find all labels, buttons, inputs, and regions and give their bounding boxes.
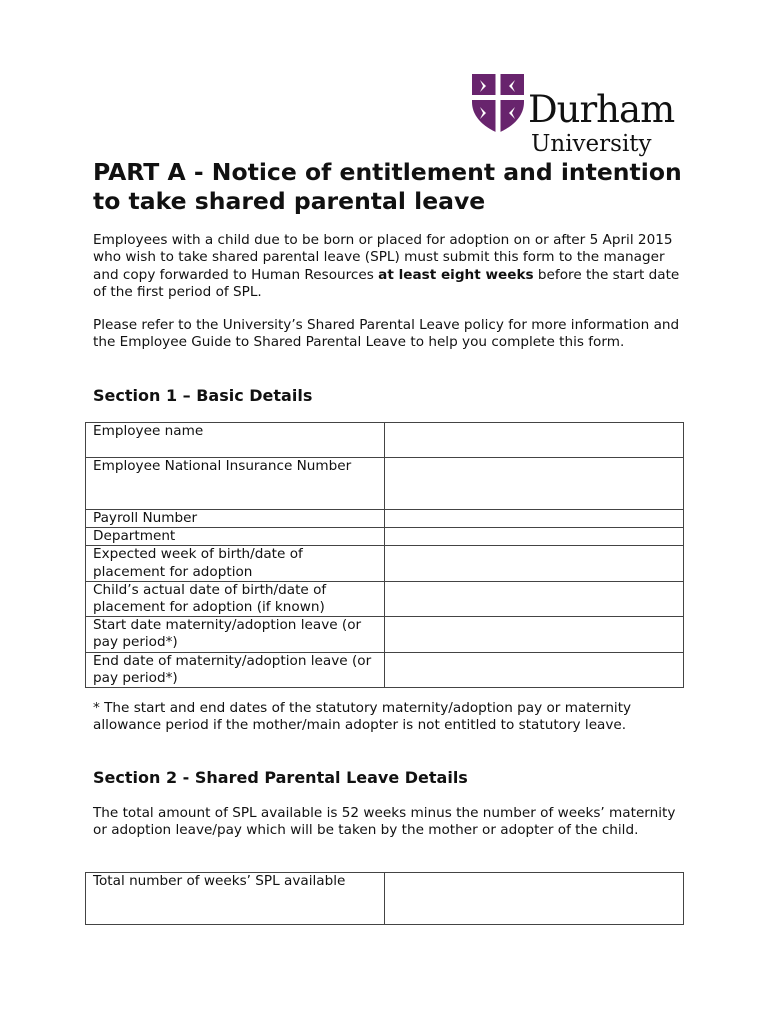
actual-birth-date-field[interactable] — [385, 581, 684, 616]
logo-brand-sub: University — [531, 131, 652, 157]
intro-bold-deadline: at least eight weeks — [378, 266, 534, 283]
intro-paragraph — [93, 232, 693, 301]
field-label: Child’s actual date of birth/date of placement for adoption (if known) — [86, 581, 385, 616]
field-label: Employee National Insurance Number — [86, 458, 385, 510]
expected-birth-date-field[interactable] — [385, 546, 684, 581]
employee-name-field[interactable] — [385, 423, 684, 458]
table-row — [86, 423, 684, 458]
field-label: End date of maternity/adoption leave (or pay period*) — [86, 652, 385, 687]
leave-start-date-field[interactable] — [385, 617, 684, 652]
field-label: Department — [86, 528, 385, 546]
total-spl-weeks-field[interactable] — [385, 873, 684, 925]
field-label: Expected week of birth/date of placement for adoption — [86, 546, 385, 581]
field-label: Employee name — [86, 423, 385, 458]
durham-shield-icon — [470, 72, 526, 134]
section2-heading: Section 2 - Shared Parental Leave Details — [93, 768, 468, 787]
leave-end-date-field[interactable] — [385, 652, 684, 687]
footnote: * The start and end dates of the statutory maternity/adoption pay or maternity allowance period if the mother/main adopter is not entitled to statutory leave. — [93, 700, 632, 734]
section2-paragraph: The total amount of SPL available is 52 weeks minus the number of weeks’ maternity or adoption leave/pay which will be taken by the mother or adopter of the child. — [93, 805, 676, 839]
table-row — [86, 458, 684, 510]
intro-text-before: Employees with a child due to be born or placed for adoption on or after 5 April 2015 who wish to take shared parental leave (SPL) must submit this form to the manager and copy forwarded to Human Resources — [93, 232, 673, 283]
field-label: Total number of weeks’ SPL available — [86, 873, 385, 925]
table-row — [86, 873, 684, 925]
table-row — [86, 581, 684, 616]
table-row — [86, 510, 684, 528]
table-row — [86, 528, 684, 546]
table-row — [86, 546, 684, 581]
logo-brand-name: Durham — [528, 88, 675, 131]
basic-details-table — [85, 422, 684, 688]
table-row — [86, 652, 684, 687]
field-label: Payroll Number — [86, 510, 385, 528]
refer-paragraph: Please refer to the University’s Shared Parental Leave policy for more information and the Employee Guide to Shared Parental Leave to help you complete this form. — [93, 317, 680, 351]
payroll-number-field[interactable] — [385, 510, 684, 528]
table-row — [86, 617, 684, 652]
section1-heading: Section 1 – Basic Details — [93, 386, 313, 405]
department-field[interactable] — [385, 528, 684, 546]
field-label: Start date maternity/adoption leave (or pay period*) — [86, 617, 385, 652]
spl-details-table — [85, 872, 684, 925]
page-title: PART A - Notice of entitlement and intention to take shared parental leave — [93, 158, 682, 215]
durham-university-logo — [470, 72, 680, 162]
national-insurance-field[interactable] — [385, 458, 684, 510]
intro-text-after: before the start date of the first period of SPL. — [93, 266, 680, 300]
